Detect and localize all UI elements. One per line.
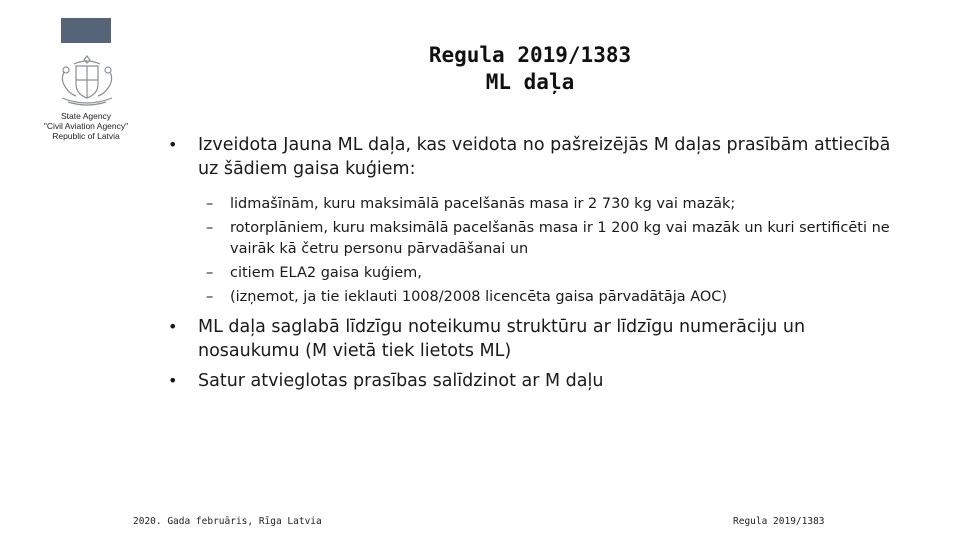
slide-title xyxy=(360,42,700,96)
title-line-1: Regula 2019/1383 xyxy=(428,43,632,67)
dash-marker: – xyxy=(206,289,214,305)
title-line-2: ML daļa xyxy=(485,70,575,94)
dash-marker: – xyxy=(206,220,214,236)
agency-name xyxy=(30,111,142,141)
bullet-text: Satur atvieglotas prasības salīdzinot ar M daļu xyxy=(198,371,604,391)
bullet-item xyxy=(168,369,898,393)
footer-reference: Regula 2019/1383 xyxy=(733,516,825,527)
sub-item-text: lidmašīnām, kuru maksimālā pacelšanās masa ir 2 730 kg vai mazāk; xyxy=(230,196,736,212)
bullet-marker: • xyxy=(168,371,178,390)
latvia-coat-of-arms-icon xyxy=(54,52,120,110)
sub-item xyxy=(168,263,898,284)
sub-item xyxy=(168,194,898,215)
bullet-marker: • xyxy=(168,317,178,336)
dash-marker: – xyxy=(206,265,214,281)
logo-bar xyxy=(61,18,111,43)
dash-marker: – xyxy=(206,196,214,212)
sub-item-text: (izņemot, ja tie ieklauti 1008/2008 licencēta gaisa pārvadātāja AOC) xyxy=(230,289,728,305)
agency-line-2: "Civil Aviation Agency" xyxy=(43,121,129,131)
sub-item xyxy=(168,287,898,308)
sub-item-text: rotorplāniem, kuru maksimālā pacelšanās masa ir 1 200 kg vai mazāk un kuri sertificēti ne vairāk kā četru personu pārvadāšanai un xyxy=(230,220,890,257)
agency-line-3: Republic of Latvia xyxy=(52,131,120,141)
bullet-marker: • xyxy=(168,135,178,154)
slide-content xyxy=(168,133,898,393)
footer-date: 2020. Gada februāris, Rīga Latvia xyxy=(133,516,322,527)
bullet-item xyxy=(168,133,898,181)
sub-item xyxy=(168,218,898,260)
agency-line-1: State Agency xyxy=(60,111,112,121)
bullet-text: ML daļa saglabā līdzīgu noteikumu struktūru ar līdzīgu numerāciju un nosaukumu (M vietā tiek lietots ML) xyxy=(198,317,806,361)
bullet-item xyxy=(168,315,898,363)
bullet-text: Izveidota Jauna ML daļa, kas veidota no pašreizējās M daļas prasībām attiecībā uz šādiem gaisa kuģiem: xyxy=(198,135,891,179)
sub-item-text: citiem ELA2 gaisa kuģiem, xyxy=(230,265,422,281)
sub-list xyxy=(168,194,898,308)
